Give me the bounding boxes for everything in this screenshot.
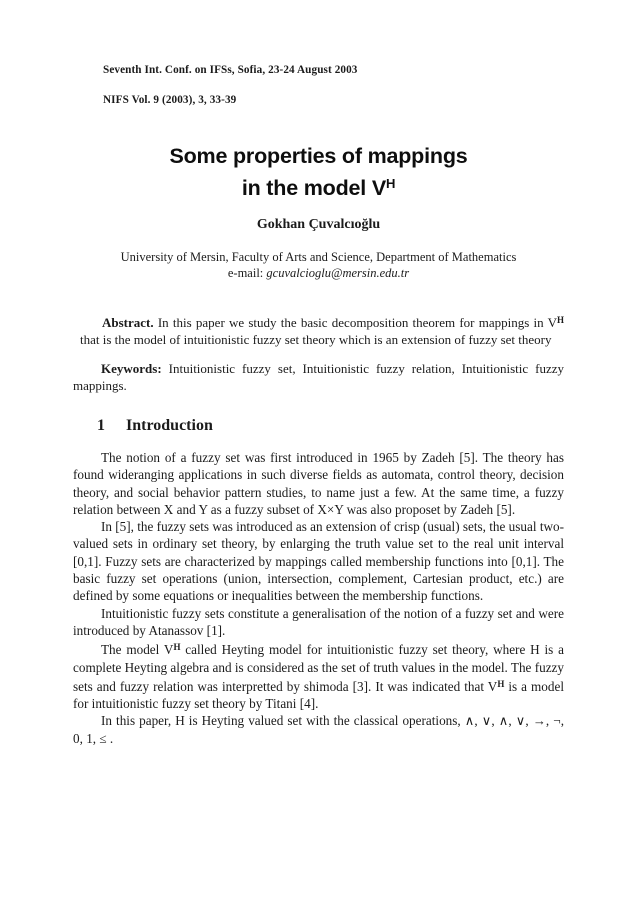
email-label: e-mail: [227,265,267,280]
title-line2-text: in the model V [241,176,386,200]
keywords-text: Intuitionistic fuzzy set, Intuitionistic fuzzy relation, Intuitionistic fuzzy mappings. [73,361,564,393]
section-heading-introduction [97,417,564,435]
paper-title-line1: Some properties of mappings [169,144,468,168]
email-line [73,266,564,282]
abstract-text-1: In this paper we study the basic decomposition theorem for mappings in V [153,315,557,330]
abstract-superscript: H [556,315,564,325]
paper-title-line2 [73,170,564,202]
conference-line: Seventh Int. Conf. on IFSs, Sofia, 23-24 August 2003 [103,64,358,76]
abstract [80,312,564,348]
section-title: Introduction [126,417,213,434]
author-name: Gokhan Çuvalcıoğlu [256,217,381,232]
affiliation-line: University of Mersin, Faculty of Arts and Science, Department of Mathematics [120,250,517,264]
running-head [103,64,564,106]
paragraph-5: In this paper, H is Heyting valued set with the classical operations, ∧, ∨, ∧, ∨, →, ¬, 0, 1, ≤ . [73,713,564,746]
abstract-text-2: that is the model of intuitionistic fuzzy set theory which is an extension of fuzzy set theory [80,332,552,347]
paragraph-4-text-3: is a model for intuitionistic fuzzy set theory by Titani [4]. [73,678,564,712]
paragraph-1: The notion of a fuzzy set was first introduced in 1965 by Zadeh [5]. The theory has found wideranging applications in such diverse fields as automata, control theory, decision theory, and social behavior pattern studies, to name just a few. At the same time, a fuzzy relation between X and Y as a fuzzy subset of X×Y was also proposet by Zadeh [5]. [73,450,564,517]
paper-title [73,142,564,202]
paragraph-4-text-2: called Heyting model for intuitionistic fuzzy set theory, where H is a complete Heyting algebra and is considered as the set of truth values in the model. The fuzzy sets and fuzzy relation was interpretted by shimoda [3]. It was indicated that V [73,642,564,694]
paragraph-4-superscript-1: H [173,642,181,653]
text-column [73,64,564,747]
affiliation-block [73,250,564,281]
paragraph-4-text-1: The model V [101,642,174,658]
title-superscript: H [385,176,396,191]
email-address: gcuvalcioglu@mersin.edu.tr [266,265,410,280]
paragraph-4-superscript-2: H [497,678,505,689]
journal-line: NIFS Vol. 9 (2003), 3, 33-39 [103,94,237,106]
keywords [73,360,564,394]
introduction-body [73,449,564,747]
keywords-label: Keywords: [101,361,162,376]
paragraph-4 [73,639,564,712]
abstract-label: Abstract. [102,315,154,330]
paragraph-2: In [5], the fuzzy sets was introduced as an extension of crisp (usual) sets, the usual two-valued sets in ordinary set theory, by enlarging the truth value set to the real unit interval [0,1]. Fuzzy sets are characterized by mappings called membership functions into [0,1]. The basic fuzzy set operations (union, intersection, complement, Cartesian product, etc.) are defined by some equations or inequalities between the membership functions. [73,519,564,604]
paragraph-3: Intuitionistic fuzzy sets constitute a generalisation of the notion of a fuzzy set and were introduced by Atanassov [1]. [73,605,564,638]
section-number: 1 [97,417,105,434]
